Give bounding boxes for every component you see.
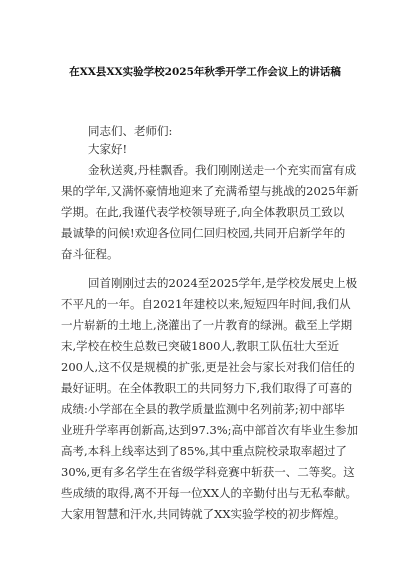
paragraph-line: 不平凡的一年。自2021年建校以来,短短四年时间,我们从	[61, 297, 351, 311]
paragraph-line: 奋斗征程。	[61, 247, 119, 261]
paragraph-line: 最诚挚的问候!欢迎各位同仁回归校园,共同开启新学年的	[61, 226, 346, 240]
paragraph-line: 业班升学率再创新高,达到97.3%;高中部首次有毕业生参加	[61, 423, 359, 437]
paragraph-line: 些成绩的取得,离不开每一位XX人的辛勤付出与无私奉献。	[61, 486, 358, 500]
paragraph-line: 大家用智慧和汗水,共同铸就了XX实验学校的初步辉煌。	[61, 507, 346, 521]
greeting-line: 大家好!	[88, 142, 128, 156]
paragraph-line: 200人,这不仅是规模的扩张,更是社会与家长对我们信任的	[61, 360, 355, 374]
paragraph-line: 果的学年,又满怀豪情地迎来了充满希望与挑战的2025年新	[61, 184, 359, 198]
paragraph-line: 学期。在此,我谨代表学校领导班子,向全体教职员工致以	[61, 205, 345, 219]
paragraph-line: 高考,本科上线率达到了85%,其中重点院校录取率超过了	[61, 444, 347, 458]
paragraph-line: 回首刚刚过去的2024至2025学年,是学校发展史上极	[88, 276, 358, 290]
paragraph-line: 末,学校在校生总数已突破1800人,教职工队伍壮大至近	[61, 339, 340, 353]
document-title: 在XX县XX实验学校2025年秋季开学工作会议上的讲话稿	[69, 66, 341, 78]
paragraph-line: 成绩:小学部在全县的教学质量监测中名列前茅;初中部毕	[61, 402, 345, 416]
paragraph-line: 最好证明。在全体教职工的共同努力下,我们取得了可喜的	[61, 381, 353, 395]
paragraph-line: 30%,更有多名学生在省级学科竞赛中斩获一、二等奖。这	[61, 465, 355, 479]
greeting-line: 同志们、老师们:	[88, 124, 173, 138]
paragraph-line: 金秋送爽,丹桂飘香。我们刚刚送走一个充实而富有成	[88, 163, 357, 177]
paragraph-line: 一片崭新的土地上,浇灌出了一片教育的绿洲。截至上学期	[61, 318, 353, 332]
